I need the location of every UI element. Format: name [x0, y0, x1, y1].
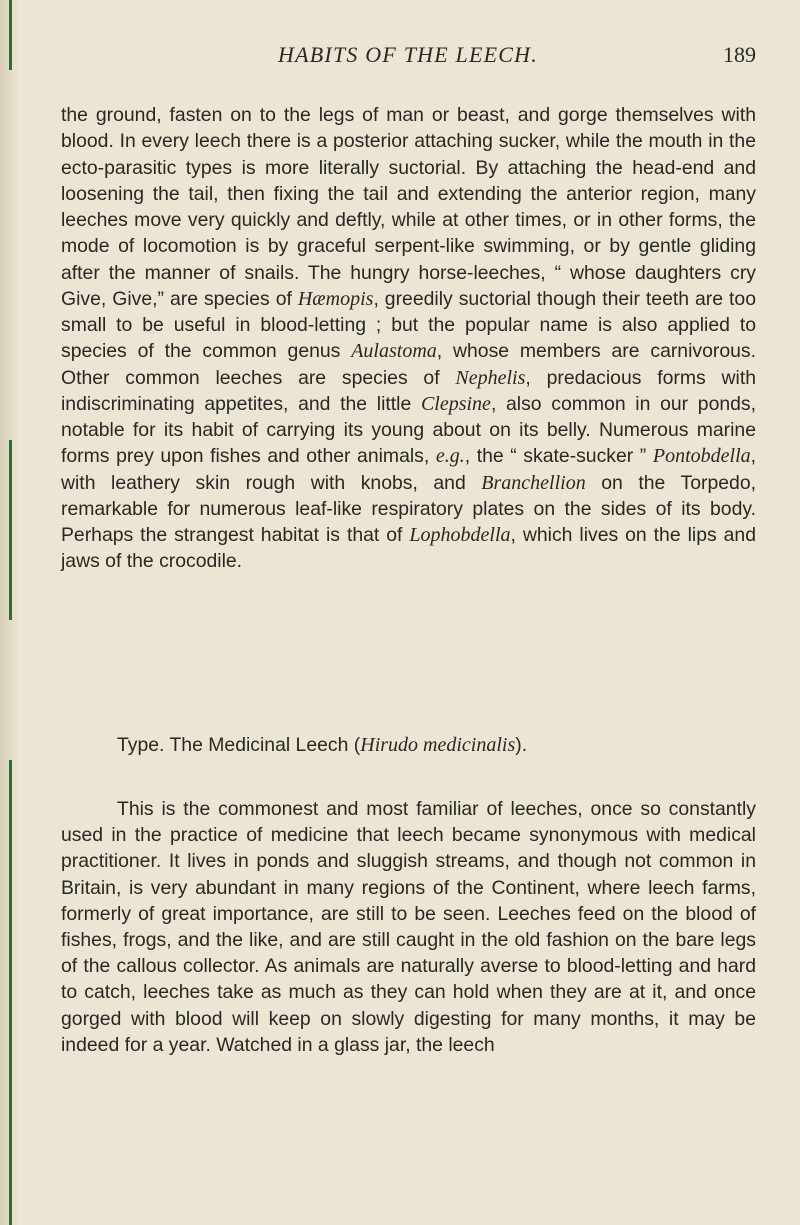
- abbreviation-eg: e.g.: [435, 445, 465, 468]
- binding-edge-mark: [9, 0, 12, 70]
- text-run: on the Torpedo, remarkable for numerous leaf-like respiratory plates on the sides of its body. Perhaps the strangest habitat is that of: [61, 471, 756, 546]
- text-run: , predacious forms with indiscriminating appetites, and the little: [61, 366, 756, 415]
- genus-haemopis: Hæmopis: [297, 287, 374, 310]
- binding-edge-mark: [9, 440, 12, 620]
- text-run: , which lives on the lips and jaws of the crocodile.: [61, 524, 756, 573]
- text-run: , with leathery skin rough with knobs, and: [61, 445, 757, 494]
- species-name: Hirudo medicinalis: [360, 734, 516, 756]
- paragraph-text: This is the commonest and most familiar of leeches, once so constantly used in the practice of medicine that leech became synonymous with medical practitioner. It lives in ponds and sluggish streams, and though not common in Britain, is very abundant in many regions of the Continent, where leech farms, formerly of great importance, are still to be seen. Leeches feed on the blood of fishes, frogs, and the like, and are still caught in the old fashion on the bare legs of the callous collector. As animals are naturally averse to blood-letting and hard to catch, leeches take as much as they can hold when they are at it, and once gorged with blood will keep on slowly digesting for many months, it may be indeed for a year. Watched in a glass jar, the leech: [61, 798, 756, 1056]
- genus-nephelis: Nephelis: [455, 366, 526, 389]
- page-number: 189: [723, 42, 756, 67]
- text-run: , the “ skate-sucker ”: [464, 445, 653, 468]
- type-heading-prefix: Type. The Medicinal Leech (: [117, 734, 361, 756]
- text-run: , also common in our ponds, notable for its habit of carrying its young about on its belly. Numerous marine forms prey upon fishes and other animals,: [61, 392, 756, 468]
- genus-lophobdella: Lophobdella: [409, 524, 511, 546]
- genus-pontobdella: Pontobdella: [652, 445, 751, 468]
- paragraph-medicinal-leech: [61, 796, 756, 1058]
- genus-branchellion: Branchellion: [481, 471, 586, 494]
- type-heading: [117, 734, 527, 757]
- type-heading-suffix: ).: [515, 734, 528, 756]
- paragraph-habits: [61, 102, 756, 575]
- running-head: HABITS OF THE LEECH.: [278, 42, 538, 67]
- text-run: , greedily suctorial though their teeth are too small to be useful in blood-letting ; but the popular name is also applied to species of the common genus: [61, 287, 756, 363]
- text-run: , whose members are carnivorous. Other common leeches are species of: [61, 340, 756, 389]
- genus-clepsine: Clepsine: [420, 392, 491, 415]
- genus-aulastoma: Aulastoma: [351, 340, 437, 363]
- text-run: the ground, fasten on to the legs of man or beast, and gorge themselves with blood. In every leech there is a posterior attaching sucker, while the mouth in the ecto-parasitic types is more literally suctorial. By attaching the head-end and loosening the tail, then fixing the tail and extending the anterior region, many leeches move very quickly and deftly, while at other times, or in other forms, the mode of locomotion is by graceful serpent-like swimming, or by gentle gliding after the manner of snails. The hungry horse-leeches, “ whose daughters cry Give, Give,” are species of: [61, 104, 756, 310]
- binding-edge-mark: [9, 760, 12, 1225]
- page-header: [60, 42, 756, 78]
- page-gutter-shadow: [0, 0, 20, 1225]
